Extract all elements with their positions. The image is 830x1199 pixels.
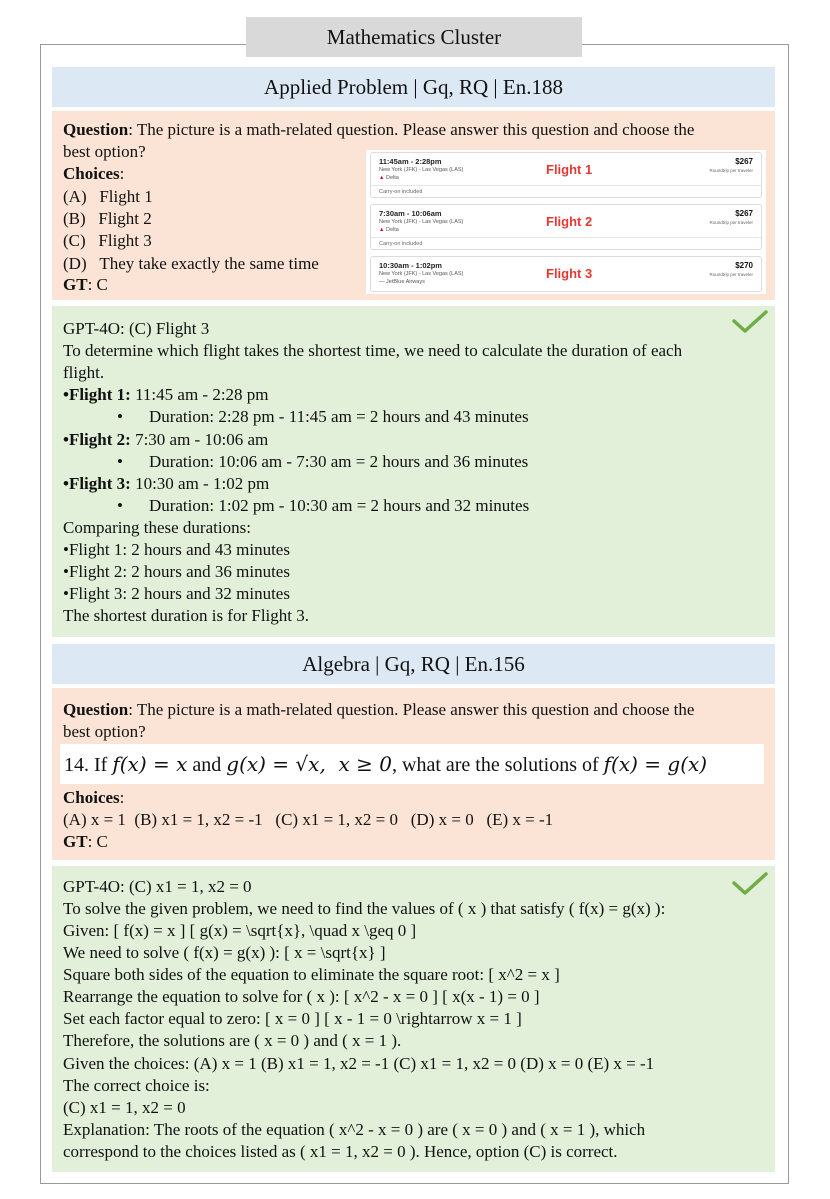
- answer-line: We need to solve ( f(x) = g(x) ): [ x = \sqrt{x} ]: [63, 943, 386, 962]
- flight-route: New York (JFK) - Las Vegas (LAS): [379, 167, 464, 173]
- answer-line: Explanation: The roots of the equation ( x^2 - x = 0 ) are ( x = 0 ) and ( x = 1 ), which: [63, 1120, 646, 1139]
- flight-carry-on: Carry-on included: [379, 241, 423, 247]
- choices-heading: Choices:: [63, 788, 125, 807]
- flight-price-note: Roundtrip per traveler: [709, 272, 753, 277]
- answer-line: Comparing these durations:: [63, 518, 251, 537]
- choices-heading: Choices:: [63, 164, 125, 183]
- answer-line: GPT-4O: (C) Flight 3: [63, 319, 210, 338]
- choice-b: (B) Flight 2: [63, 209, 152, 228]
- ground-truth: GT: C: [63, 832, 108, 851]
- answer-line: The shortest duration is for Flight 3.: [63, 606, 310, 625]
- question-line-2: best option?: [63, 722, 146, 741]
- flight-route: New York (JFK) - Las Vegas (LAS): [379, 219, 464, 225]
- answer-line: •Flight 2: 2 hours and 36 minutes: [63, 562, 290, 581]
- answer-line: Given: [ f(x) = x ] [ g(x) = \sqrt{x}, \quad x \geq 0 ]: [63, 921, 417, 940]
- choice-d: (D) They take exactly the same time: [63, 254, 319, 273]
- jetblue-logo-icon: —: [379, 279, 385, 285]
- flight2-times: •Flight 2: 7:30 am - 10:06 am: [63, 430, 269, 449]
- flight-price-note: Roundtrip per traveler: [709, 220, 753, 225]
- check-icon: [732, 872, 768, 896]
- flight-price-note: Roundtrip per traveler: [709, 168, 753, 173]
- question-line: Question: The picture is a math-related question. Please answer this question and choose the: [63, 700, 695, 719]
- answer-line: •Flight 1: 2 hours and 43 minutes: [63, 540, 290, 559]
- section2-answer-box: [52, 866, 775, 1172]
- card-divider: [371, 185, 761, 186]
- flight3-times: •Flight 3: 10:30 am - 1:02 pm: [63, 474, 270, 493]
- ground-truth: GT: C: [63, 275, 108, 294]
- answer-line: •Flight 3: 2 hours and 32 minutes: [63, 584, 290, 603]
- flight-price: $267: [735, 157, 753, 166]
- flight1-times: •Flight 1: 11:45 am - 2:28 pm: [63, 385, 269, 404]
- cluster-title: Mathematics Cluster: [246, 17, 582, 57]
- section2-header: Algebra | Gq, RQ | En.156: [52, 644, 775, 684]
- flight-airline: ▲ Delta: [379, 227, 399, 233]
- equation-image: [60, 744, 764, 784]
- answer-line: Square both sides of the equation to eliminate the square root: [ x^2 = x ]: [63, 965, 560, 984]
- choice-c: (C) Flight 3: [63, 231, 152, 250]
- flight-label: Flight 3: [546, 266, 593, 281]
- choice-a: (A) Flight 1: [63, 187, 153, 206]
- flight-card-1: [370, 152, 762, 198]
- flight-label: Flight 1: [546, 162, 593, 177]
- answer-line: correspond to the choices listed as ( x1 = 1, x2 = 0 ). Hence, option (C) is correct.: [63, 1142, 618, 1161]
- flight-carry-on: Carry-on included: [379, 189, 423, 195]
- answer-line: The correct choice is:: [63, 1076, 210, 1095]
- answer-line: To solve the given problem, we need to find the values of ( x ) that satisfy ( f(x) = g(x) ):: [63, 899, 666, 918]
- answer-line: GPT-4O: (C) x1 = 1, x2 = 0: [63, 877, 252, 896]
- flight1-duration: • Duration: 2:28 pm - 11:45 am = 2 hours and 43 minutes: [117, 407, 529, 426]
- flight-price: $270: [735, 261, 753, 270]
- flight-airline: ▲ Delta: [379, 175, 399, 181]
- answer-line: To determine which flight takes the shortest time, we need to calculate the duration of each: [63, 341, 683, 360]
- card-divider: [371, 237, 761, 238]
- question-line: Question: The picture is a math-related question. Please answer this question and choose the: [63, 120, 695, 139]
- flight-airline: — JetBlue Airways: [379, 279, 425, 285]
- flight2-duration: • Duration: 10:06 am - 7:30 am = 2 hours and 36 minutes: [117, 452, 529, 471]
- flight-options-image: [366, 150, 766, 294]
- section1-answer-box: [52, 306, 775, 637]
- flight-time: 7:30am - 10:06am: [379, 209, 442, 218]
- flight3-duration: • Duration: 1:02 pm - 10:30 am = 2 hours and 32 minutes: [117, 496, 530, 515]
- answer-line: flight.: [63, 363, 105, 382]
- answer-line: Set each factor equal to zero: [ x = 0 ] [ x - 1 = 0 \rightarrow x = 1 ]: [63, 1009, 522, 1028]
- flight-card-3: [370, 256, 762, 292]
- question-line-2: best option?: [63, 142, 146, 161]
- flight-time: 10:30am - 1:02pm: [379, 261, 442, 270]
- flight-route: New York (JFK) - Las Vegas (LAS): [379, 271, 464, 277]
- section1-header: Applied Problem | Gq, RQ | En.188: [52, 67, 775, 107]
- flight-card-2: [370, 204, 762, 250]
- answer-line: Given the choices: (A) x = 1 (B) x1 = 1, x2 = -1 (C) x1 = 1, x2 = 0 (D) x = 0 (E) x = -1: [63, 1054, 655, 1073]
- flight-time: 11:45am - 2:28pm: [379, 157, 442, 166]
- answer-line: (C) x1 = 1, x2 = 0: [63, 1098, 186, 1117]
- answer-line: Therefore, the solutions are ( x = 0 ) and ( x = 1 ).: [63, 1031, 402, 1050]
- equation-text: 14. If f(x) = x and g(x) = √x, x ≥ 0, what are the solutions of f(x) = g(x): [64, 752, 708, 776]
- flight-price: $267: [735, 209, 753, 218]
- delta-logo-icon: ▲: [379, 227, 385, 233]
- check-icon: [732, 310, 768, 334]
- flight-label: Flight 2: [546, 214, 593, 229]
- delta-logo-icon: ▲: [379, 175, 385, 181]
- answer-line: Rearrange the equation to solve for ( x ): [ x^2 - x = 0 ] [ x(x - 1) = 0 ]: [63, 987, 540, 1006]
- choices-line: (A) x = 1 (B) x1 = 1, x2 = -1 (C) x1 = 1, x2 = 0 (D) x = 0 (E) x = -1: [63, 810, 554, 829]
